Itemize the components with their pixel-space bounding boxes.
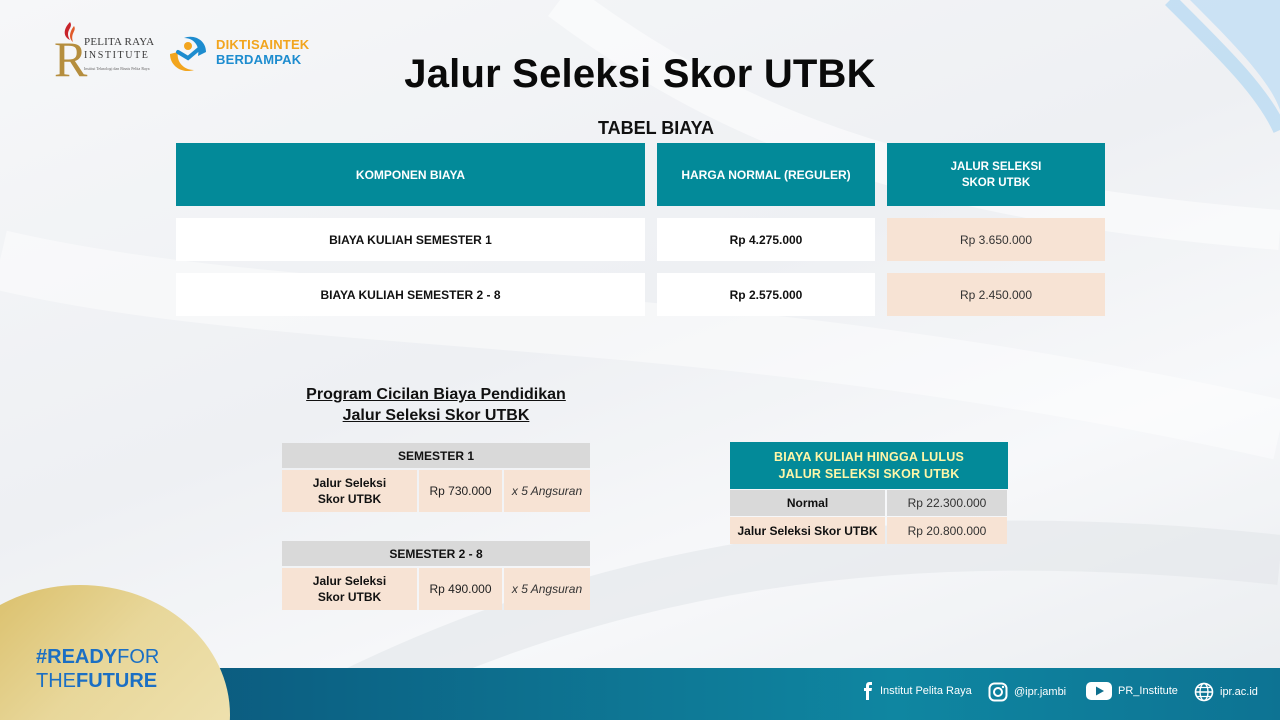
installment-title: Program Cicilan Biaya Pendidikan Jalur Seleksi Skor UTBK [306, 386, 566, 424]
sem1-note: x 5 Angsuran [504, 470, 590, 512]
sem1-amount: Rp 730.000 [419, 470, 502, 512]
hashtag-for: FOR [117, 646, 160, 668]
logo-r-letter: R [54, 31, 88, 87]
total-row2-label: Jalur Seleksi Skor UTBK [730, 517, 885, 544]
fee-header-utbk: JALUR SELEKSI SKOR UTBK [887, 143, 1105, 206]
instagram-link[interactable] [988, 682, 1066, 702]
sem2-amount: Rp 490.000 [419, 568, 502, 610]
fee-row1-component: BIAYA KULIAH SEMESTER 1 [176, 218, 645, 261]
fee-row2-utbk: Rp 2.450.000 [887, 273, 1105, 316]
total-header: BIAYA KULIAH HINGGA LULUS JALUR SELEKSI SKOR UTBK [730, 442, 1008, 489]
fee-row1-normal: Rp 4.275.000 [657, 218, 875, 261]
fee-row2-component: BIAYA KULIAH SEMESTER 2 - 8 [176, 273, 645, 316]
youtube-text: PR_Institute [1118, 685, 1178, 697]
facebook-text: Institut Pelita Raya [880, 685, 972, 697]
logo-line2: INSTITUTE [84, 50, 150, 61]
website-text: ipr.ac.id [1220, 686, 1258, 698]
youtube-icon [1086, 682, 1112, 700]
logo-tagline: Institut Teknologi dan Bisnis Pelita Raya [84, 66, 150, 71]
logo-line1: PELITA RAYA [84, 36, 155, 48]
fee-header-component: KOMPONEN BIAYA [176, 143, 645, 206]
sem2-label: Jalur Seleksi Skor UTBK [282, 568, 417, 610]
total-row1-value: Rp 22.300.000 [887, 490, 1007, 516]
total-row2-value: Rp 20.800.000 [887, 517, 1007, 544]
hashtag-the: THE [36, 670, 76, 692]
total-row1-label: Normal [730, 490, 885, 516]
fee-header-normal: HARGA NORMAL (REGULER) [657, 143, 875, 206]
website-link[interactable] [1194, 682, 1258, 702]
sem2-note: x 5 Angsuran [504, 568, 590, 610]
facebook-icon [862, 682, 874, 700]
table-subtitle: TABEL BIAYA [597, 118, 715, 138]
facebook-link[interactable] [862, 682, 972, 700]
dikti-line2: BERDAMPAK [216, 52, 302, 67]
hashtag-future: FUTURE [76, 670, 158, 692]
globe-icon [1194, 682, 1214, 702]
fee-row2-normal: Rp 2.575.000 [657, 273, 875, 316]
dikti-line1: DIKTISAINTEK [216, 37, 310, 52]
youtube-link[interactable] [1086, 682, 1178, 700]
sem2-header: SEMESTER 2 - 8 [282, 541, 590, 566]
sem1-header: SEMESTER 1 [282, 443, 590, 468]
instagram-icon [988, 682, 1008, 702]
sem1-label: Jalur Seleksi Skor UTBK [282, 470, 417, 512]
fee-row1-utbk: Rp 3.650.000 [887, 218, 1105, 261]
page-title: Jalur Seleksi Skor UTBK [404, 52, 876, 96]
instagram-text: @ipr.jambi [1014, 686, 1067, 698]
ready-for-the-future-hashtag [36, 645, 159, 693]
hashtag-ready: #READY [36, 646, 118, 668]
